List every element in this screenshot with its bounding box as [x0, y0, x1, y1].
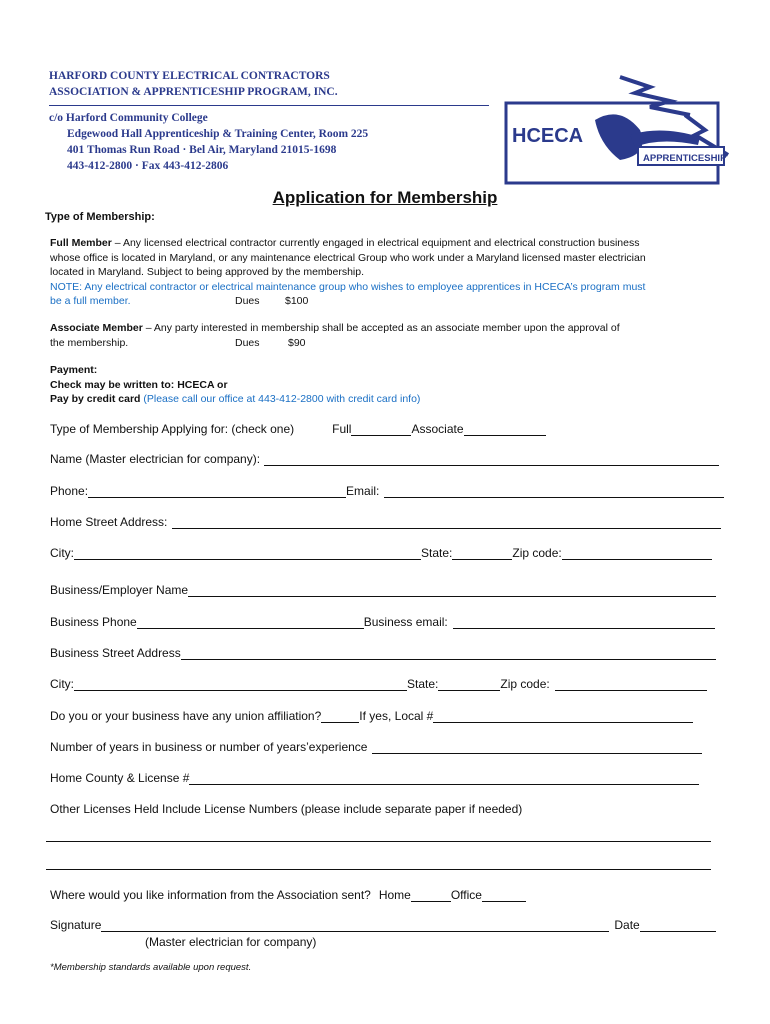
business-email-field[interactable]	[453, 615, 715, 629]
signature-field[interactable]	[101, 918, 609, 932]
full-member-label: Full Member	[50, 237, 112, 249]
full-member-line-3: located in Maryland. Subject to being approved by the membership.	[50, 266, 365, 278]
payment-heading: Payment:	[50, 364, 98, 376]
organization-name	[49, 68, 338, 100]
logo-tag: APPRENTICESHIP	[643, 153, 727, 164]
full-option-label: Full	[332, 422, 352, 436]
signature-note	[145, 935, 316, 949]
associate-line-2: the membership.	[50, 336, 129, 349]
membership-type-row	[50, 422, 546, 436]
signature-label: Signature	[50, 918, 102, 932]
office-option-label: Office	[450, 888, 482, 902]
business-city-label: City:	[50, 677, 74, 691]
home-city-row	[50, 546, 712, 560]
business-city-row	[50, 677, 707, 691]
business-street-row	[50, 646, 716, 660]
associate-checkbox-line[interactable]	[464, 422, 546, 436]
years-row	[50, 740, 702, 754]
associate-member-label: Associate Member	[50, 322, 143, 334]
payment-check: Check may be written to: HCECA or	[50, 378, 228, 391]
logo-text: HCECA	[512, 125, 584, 147]
business-name-field[interactable]	[188, 583, 716, 597]
address-line-1: c/o Harford Community College	[49, 112, 208, 124]
full-dues-amount: $100	[285, 295, 309, 307]
hceca-logo	[500, 75, 732, 187]
home-option-field[interactable]	[411, 888, 451, 902]
full-member-description	[50, 236, 740, 309]
name-label: Name (Master electrician for company):	[50, 452, 261, 466]
business-phone-email-row	[50, 615, 715, 629]
note-line-1: NOTE: Any electrical contractor or electrical maintenance group who wishes to employee apprentices in HCECA’s program must	[50, 280, 646, 293]
business-zip-label: Zip code:	[500, 677, 550, 691]
associate-dues-amount: $90	[288, 336, 306, 349]
home-street-field[interactable]	[172, 515, 721, 529]
name-field[interactable]	[264, 452, 719, 466]
phone-email-row	[50, 484, 724, 498]
business-email-label: Business email:	[363, 615, 448, 629]
date-label: Date	[614, 918, 640, 932]
associate-option-label: Associate	[411, 422, 464, 436]
home-street-label: Home Street Address:	[50, 515, 168, 529]
years-field[interactable]	[372, 740, 702, 754]
membership-type-label: Type of Membership Applying for: (check one)	[50, 422, 295, 436]
home-option-label: Home	[378, 888, 411, 902]
address-block	[49, 110, 368, 174]
union-label: Do you or your business have any union affiliation?	[50, 709, 322, 723]
local-field[interactable]	[433, 709, 693, 723]
address-line-2: Edgewood Hall Apprenticeship & Training Center, Room 225	[67, 128, 369, 140]
associate-dues-label: Dues	[235, 336, 260, 349]
county-row	[50, 771, 699, 785]
full-dues-label: Dues	[235, 295, 260, 307]
address-line-3: 401 Thomas Run Road · Bel Air, Maryland 21015-1698	[67, 144, 337, 156]
full-checkbox-line[interactable]	[351, 422, 411, 436]
city-label: City:	[50, 546, 74, 560]
phone-field[interactable]	[88, 484, 346, 498]
union-row	[50, 709, 693, 723]
note-line-2: be a full member.	[50, 295, 131, 307]
payment-credit-note: (Please call our office at 443-412-2800 with credit card info)	[140, 393, 421, 405]
state-field[interactable]	[452, 546, 512, 560]
business-state-label: State:	[407, 677, 439, 691]
other-licenses-line-1[interactable]	[46, 840, 711, 842]
header-divider	[49, 105, 489, 106]
membership-standards-note: *Membership standards available upon request.	[50, 962, 252, 973]
union-field[interactable]	[321, 709, 359, 723]
associate-member-description	[50, 321, 740, 350]
county-field[interactable]	[189, 771, 699, 785]
info-sent-row	[50, 888, 526, 902]
city-field[interactable]	[74, 546, 421, 560]
email-field[interactable]	[384, 484, 724, 498]
org-line-2: ASSOCIATION & APPRENTICESHIP PROGRAM, INC.	[49, 86, 338, 98]
name-row	[50, 452, 719, 466]
zip-label: Zip code:	[512, 546, 562, 560]
phone-label: Phone:	[50, 484, 89, 498]
other-licenses-label: Other Licenses Held Include License Numbers (please include separate paper if needed)	[50, 802, 523, 816]
full-member-text: – Any licensed electrical contractor currently engaged in electrical equipment and electrical construction business	[111, 237, 640, 249]
business-phone-label: Business Phone	[50, 615, 137, 629]
page-title: Application for Membership	[272, 188, 498, 207]
years-label: Number of years in business or number of years’experience	[50, 740, 368, 754]
membership-heading: Type of Membership:	[45, 211, 155, 223]
address-line-4: 443-412-2800 · Fax 443-412-2806	[67, 160, 229, 172]
local-label: If yes, Local #	[359, 709, 434, 723]
date-field[interactable]	[640, 918, 716, 932]
business-name-row	[50, 583, 716, 597]
state-label: State:	[421, 546, 453, 560]
business-phone-field[interactable]	[137, 615, 364, 629]
payment-section	[50, 363, 420, 407]
zip-field[interactable]	[562, 546, 712, 560]
business-state-field[interactable]	[438, 677, 500, 691]
other-licenses-row	[50, 802, 522, 816]
business-city-field[interactable]	[74, 677, 407, 691]
org-line-1: HARFORD COUNTY ELECTRICAL CONTRACTORS	[49, 70, 330, 82]
business-street-label: Business Street Address	[50, 646, 181, 660]
full-member-line-2: whose office is located in Maryland, or any maintenance electrical Group who work under a Maryland licensed master electrician	[50, 251, 646, 264]
county-label: Home County & License #	[50, 771, 190, 785]
signature-row	[50, 918, 716, 932]
business-street-field[interactable]	[181, 646, 716, 660]
other-licenses-line-2[interactable]	[46, 868, 711, 870]
business-zip-field[interactable]	[555, 677, 707, 691]
associate-member-text: – Any party interested in membership shall be accepted as an associate member upon the approval of	[142, 322, 620, 334]
payment-credit-label: Pay by credit card	[50, 393, 141, 405]
signature-note-text: (Master electrician for company)	[145, 935, 317, 949]
home-street-row	[50, 515, 721, 529]
info-sent-label: Where would you like information from the Association sent?	[50, 888, 371, 902]
business-name-label: Business/Employer Name	[50, 583, 189, 597]
office-option-field[interactable]	[482, 888, 526, 902]
email-label: Email:	[346, 484, 380, 498]
